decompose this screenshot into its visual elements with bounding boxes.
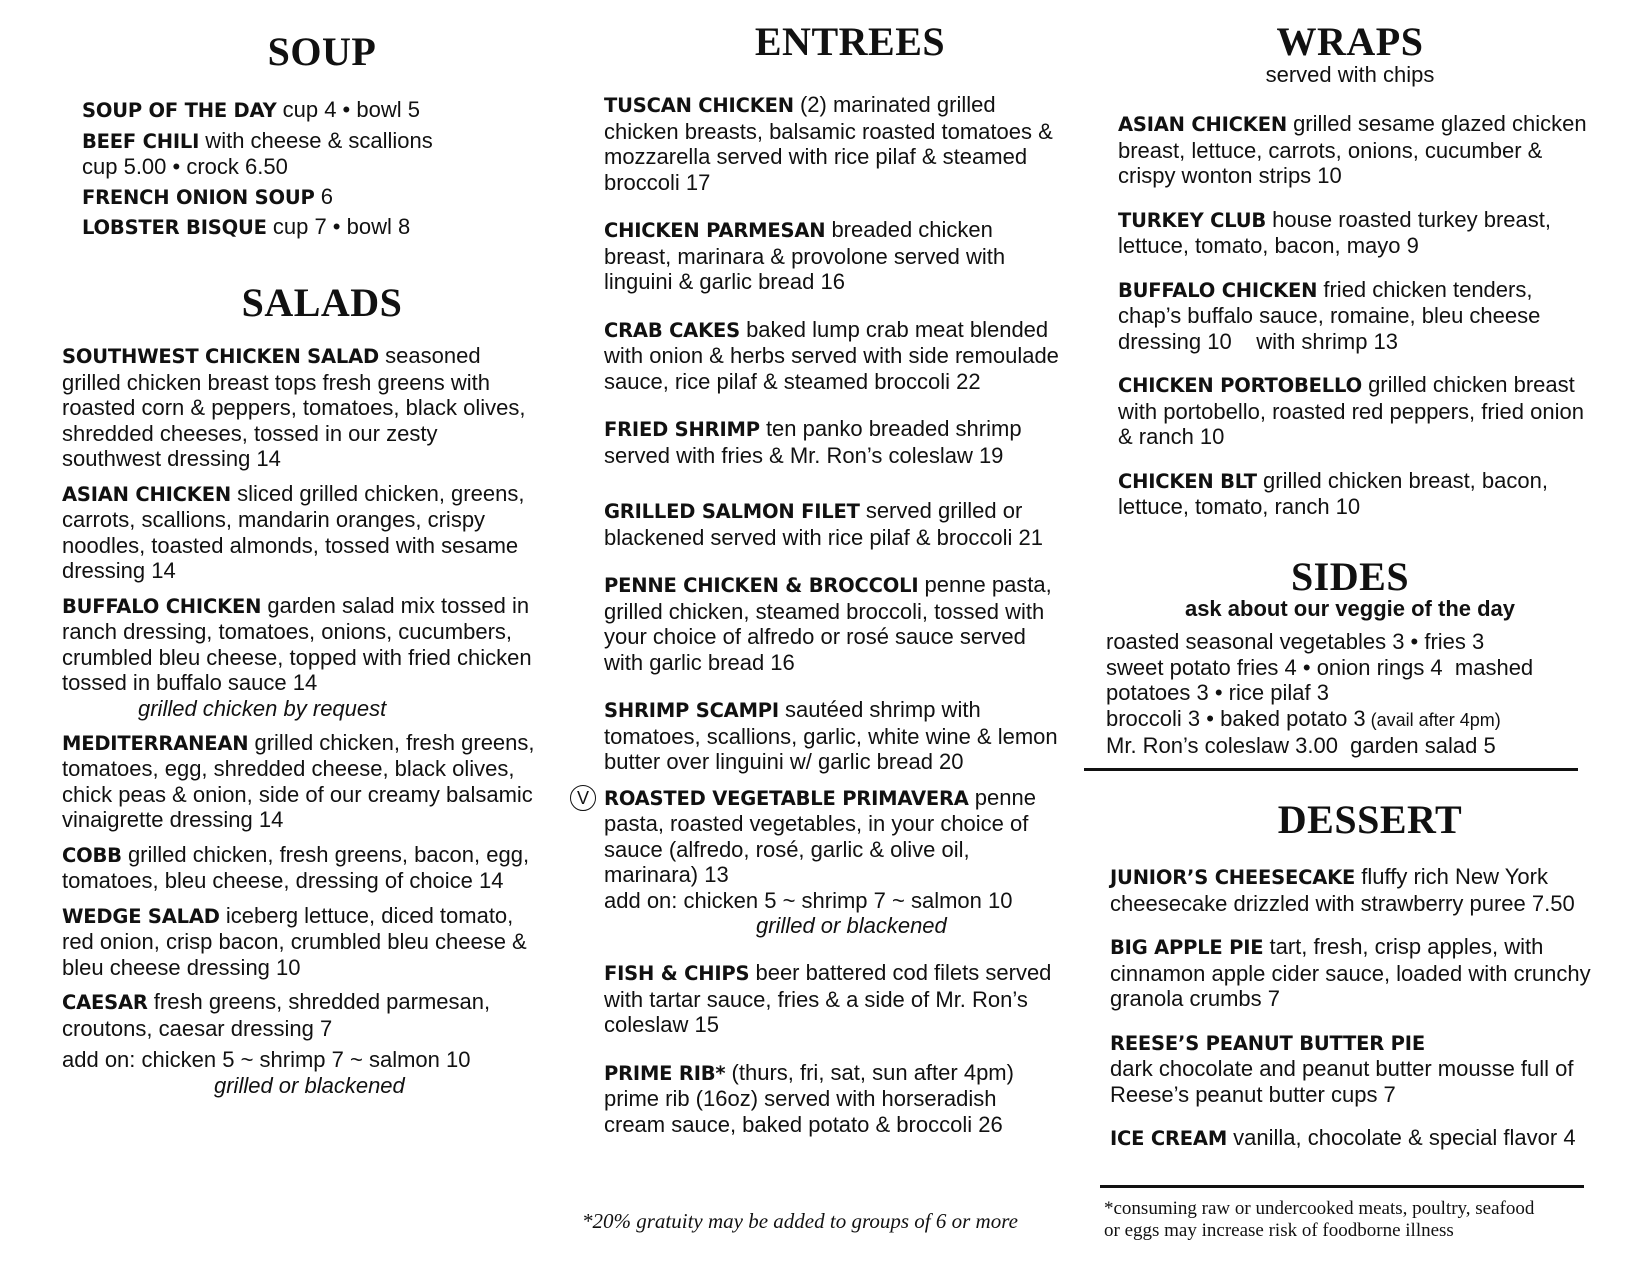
dessert-heading: DESSERT	[1277, 797, 1463, 842]
sides-line: sweet potato fries 4 • onion rings 4 mashed	[1106, 654, 1534, 680]
entrees-heading: ENTREES	[754, 19, 946, 64]
soup-heading: SOUP	[267, 29, 377, 74]
menu-item: JUNIOR’S CHEESECAKE fluffy rich New York cheesecake drizzled with strawberry puree 7.50	[1110, 864, 1575, 916]
sides-line: potatoes 3 • rice pilaf 3	[1106, 680, 1329, 705]
menu-item: BEEF CHILI with cheese & scallions	[82, 127, 433, 153]
salads-heading: SALADS	[241, 280, 403, 325]
addon-note: grilled or blackened	[214, 1072, 405, 1098]
menu-item-vegetarian	[576, 784, 1059, 939]
sides-heading: SIDES	[1290, 554, 1410, 599]
wraps-heading: WRAPS	[1276, 19, 1424, 64]
menu-item: ASIAN CHICKEN grilled sesame glazed chicken breast, lettuce, carrots, onions, cucumber & crispy wonton strips 10	[1118, 111, 1587, 188]
menu-item: COBB grilled chicken, fresh greens, bacon, egg, tomatoes, bleu cheese, dressing of choice 14	[62, 841, 530, 893]
wraps-subtitle: served with chips	[1265, 62, 1435, 87]
salad-addon: add on: chicken 5 ~ shrimp 7 ~ salmon 10	[62, 1047, 471, 1072]
menu-item: LOBSTER BISQUE cup 7 • bowl 8	[82, 214, 411, 239]
sides-line: broccoli 3 • baked potato 3 (avail after 4pm)	[1106, 705, 1501, 731]
sides-list	[1106, 629, 1596, 759]
dessert-list	[1110, 864, 1610, 1152]
menu-item: FRIED SHRIMP ten panko breaded shrimp served with fries & Mr. Ron’s coleslaw 19	[604, 416, 1022, 468]
menu-item: TURKEY CLUB house roasted turkey breast, lettuce, tomato, bacon, mayo 9	[1118, 206, 1551, 258]
menu-item: FISH & CHIPS beer battered cod filets served with tartar sauce, fries & a side of Mr. Ron’s coleslaw 15	[604, 960, 1052, 1037]
menu-item-desc: dark chocolate and peanut butter mousse full of Reese’s peanut butter cups 7	[1110, 1056, 1574, 1107]
menu-item: MEDITERRANEAN grilled chicken, fresh greens, tomatoes, egg, shredded cheese, black olives, chick peas & onion, side of our creamy balsamic vinaigrette dressing 14	[62, 729, 535, 832]
wraps-list	[1118, 111, 1588, 520]
menu-item: CRAB CAKES baked lump crab meat blended with onion & herbs served with side remoulade sauce, rice pilaf & steamed broccoli 22	[604, 316, 1059, 394]
entree-addon: add on: chicken 5 ~ shrimp 7 ~ salmon 10	[604, 887, 1013, 913]
menu-item: ICE CREAM vanilla, chocolate & special flavor 4	[1110, 1125, 1576, 1150]
sides-subtitle: ask about our veggie of the day	[1184, 596, 1516, 621]
menu-item-price: cup 5.00 • crock 6.50	[82, 154, 288, 179]
menu-item: FRENCH ONION SOUP 6	[82, 183, 333, 209]
menu-item: BIG APPLE PIE tart, fresh, crisp apples, with cinnamon apple cider sauce, loaded with crunchy granola crumbs 7	[1110, 934, 1591, 1011]
health-footnote-line: *consuming raw or undercooked meats, poultry, seafood	[1104, 1198, 1535, 1219]
menu-item: CAESAR fresh greens, shredded parmesan, croutons, caesar dressing 7	[62, 989, 491, 1041]
health-footnote-line: or eggs may increase risk of foodborne illness	[1104, 1220, 1454, 1241]
sides-line: roasted seasonal vegetables 3 • fries 3	[1106, 629, 1485, 654]
menu-item: CHICKEN PARMESAN breaded chicken breast, marinara & provolone served with linguini & garlic bread 16	[604, 217, 1006, 294]
item-note: grilled chicken by request	[138, 695, 387, 721]
menu-item-text: ROASTED VEGETABLE PRIMAVERA penne pasta, roasted vegetables, in your choice of sauce (alfredo, rosé, garlic & olive oil, marinara) 13	[604, 784, 1036, 887]
health-footnote	[1104, 1198, 1594, 1242]
menu-item: SOUTHWEST CHICKEN SALAD seasoned grilled chicken breast tops fresh greens with roasted corn & peppers, tomatoes, black olives, shredded cheeses, tossed in our zesty southwest dressing 14	[62, 343, 526, 471]
soup-list	[82, 97, 542, 241]
menu-item: REESE’S PEANUT BUTTER PIE	[1110, 1031, 1425, 1055]
salads-list	[62, 343, 542, 1098]
entrees-list	[576, 92, 1059, 1137]
gratuity-footnote: *20% gratuity may be added to groups of 6 or more	[582, 1209, 1018, 1233]
menu-item: ASIAN CHICKEN sliced grilled chicken, greens, carrots, scallions, mandarin oranges, crispy noodles, toasted almonds, tossed with sesame dressing 14	[62, 480, 525, 583]
menu-item: CHICKEN BLT grilled chicken breast, bacon, lettuce, tomato, ranch 10	[1118, 467, 1548, 519]
sides-line: Mr. Ron’s coleslaw 3.00 garden salad 5	[1106, 733, 1496, 758]
menu-item: SOUP OF THE DAY cup 4 • bowl 5	[82, 97, 420, 122]
menu-item: WEDGE SALAD iceberg lettuce, diced tomato, red onion, crisp bacon, crumbled bleu cheese & bleu cheese dressing 10	[62, 902, 527, 980]
menu-item: PENNE CHICKEN & BROCCOLI penne pasta, grilled chicken, steamed broccoli, tossed with your choice of alfredo or rosé sauce served with garlic bread 16	[604, 572, 1052, 675]
divider-footnote	[1100, 1185, 1584, 1188]
menu-item: CHICKEN PORTOBELLO grilled chicken breast with portobello, roasted red peppers, fried onion & ranch 10	[1118, 372, 1584, 449]
menu-item: BUFFALO CHICKEN fried chicken tenders, chap’s buffalo sauce, romaine, bleu cheese dressing 10 with shrimp 13	[1118, 276, 1547, 354]
menu-item: PRIME RIB* (thurs, fri, sat, sun after 4pm) prime rib (16oz) served with horseradish cream sauce, baked potato & broccoli 26	[604, 1059, 1014, 1137]
menu-item: TUSCAN CHICKEN (2) marinated grilled chicken breasts, balsamic roasted tomatoes & mozzarella served with rice pilaf & steamed broccoli 17	[604, 92, 1053, 195]
menu-item: SHRIMP SCAMPI sautéed shrimp with tomatoes, scallions, garlic, white wine & lemon butter over linguini w/ garlic bread 20	[604, 697, 1058, 774]
menu-item: GRILLED SALMON FILET served grilled or blackened served with rice pilaf & broccoli 21	[604, 498, 1044, 550]
vegetarian-icon: V	[570, 785, 596, 811]
menu-item: BUFFALO CHICKEN garden salad mix tossed in ranch dressing, tomatoes, onions, cucumbers, crumbled bleu cheese, topped with fried chicken tossed in buffalo sauce 14	[62, 592, 532, 695]
addon-note: grilled or blackened	[756, 913, 947, 938]
divider-sides-dessert	[1084, 768, 1578, 771]
